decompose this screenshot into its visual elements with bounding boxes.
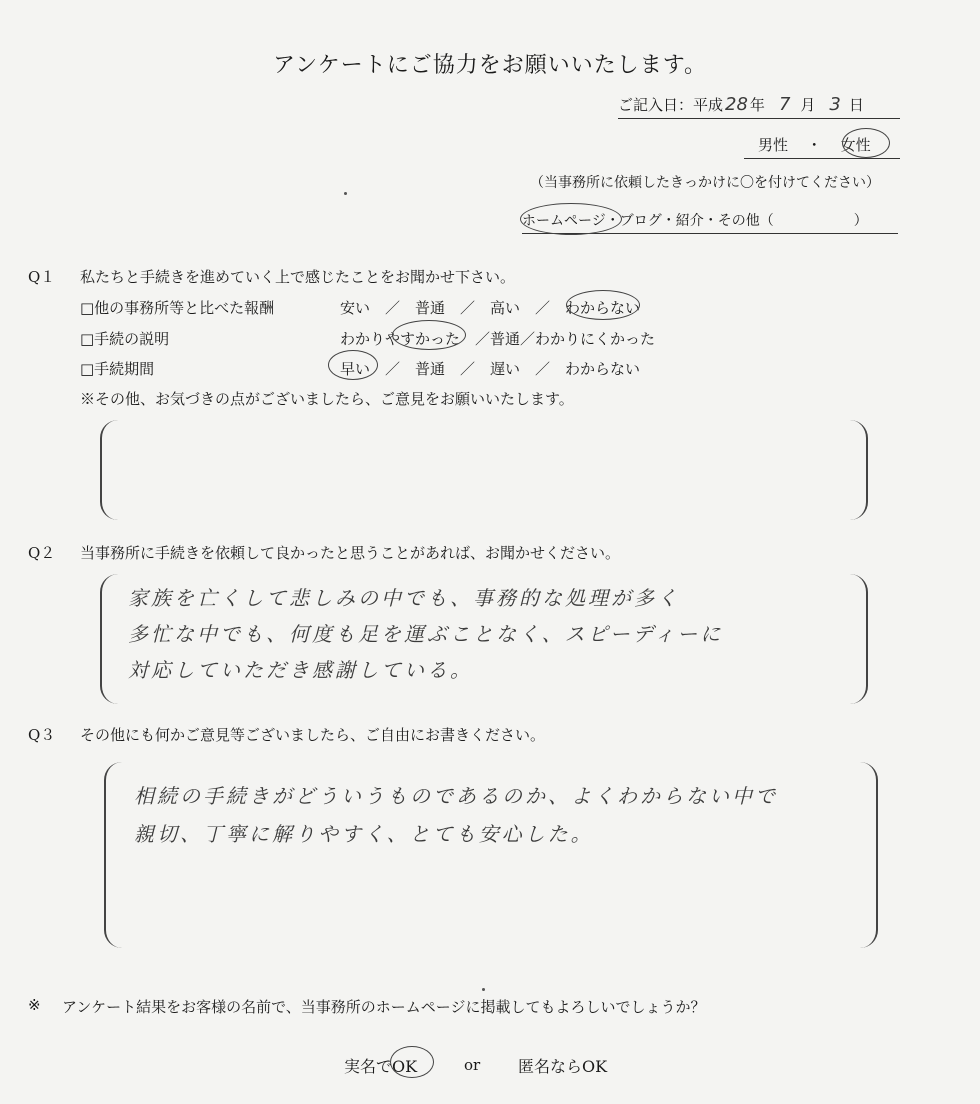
q1-item-period-choices: 早い ／ 普通 ／ 遅い ／ わからない [340,360,641,378]
q2-answer-line-3: 対応していただき感謝している。 [128,658,473,682]
date-year-unit: 年 [749,96,765,114]
q2-answer-box[interactable] [100,574,868,704]
q3-answer-box[interactable] [104,762,878,948]
q1-item-explanation: □手続の説明 [80,330,170,348]
q1-note: ※その他、お気づきの点がございましたら、ご意見をお願いいたします。 [80,390,574,408]
trigger-instruction: （当事務所に依頼したきっかけに〇を付けてください） [530,175,880,191]
consent-question: アンケート結果をお客様の名前で、当事務所のホームページに掲載してもよろしいでしょうか？ [62,998,706,1016]
q1-label: Q１ [28,268,56,286]
q2-label: Q２ [28,544,56,562]
q1-item-explanation-choices: わかりやすかった ／普通／わかりにくかった [340,330,656,348]
consent-or: or [464,1056,481,1074]
gender-separator: ・ [806,136,822,154]
date-day: 3 [829,94,841,115]
trigger-options [522,210,898,234]
q1-item-period: □手続期間 [80,360,155,378]
date-label: ご記入日：平成 [618,96,724,114]
q1-comment-box[interactable] [100,420,868,520]
date-line [618,94,900,119]
gender-male: 男性 [758,136,789,154]
speck [482,988,485,991]
gender-line [744,134,900,159]
consent-option-anonymous[interactable]: 匿名ならOK [518,1057,608,1076]
date-day-unit: 日 [848,96,864,114]
date-month: 7 [778,94,791,115]
q1-question: 私たちと手続きを進めていく上で感じたことをお聞かせ下さい。 [80,268,516,286]
speck [344,192,347,195]
date-month-unit: 月 [800,96,816,114]
q3-answer-line-2: 親切、丁寧に解りやすく、とても安心した。 [134,822,594,846]
consent-option-real-name[interactable]: 実名でOK [344,1057,418,1076]
q3-question: その他にも何かご意見等ございましたら、ご自由にお書きください。 [80,726,546,744]
trigger-option-homepage: ホームページ [522,213,606,229]
consent-mark: ※ [28,996,41,1014]
q3-label: Q３ [28,726,56,744]
q2-question: 当事務所に手続きを依頼して良かったと思うことがあれば、お聞かせください。 [80,544,621,562]
gender-female: 女性 [840,136,871,154]
q3-answer-line-1: 相続の手続きがどういうものであるのか、よくわからない中で [134,784,778,808]
page-title: アンケートにご協力をお願いいたします。 [273,53,707,78]
q2-answer-line-1: 家族を亡くして悲しみの中でも、事務的な処理が多く [128,586,680,610]
q1-item-fee: □他の事務所等と比べた報酬 [80,299,275,317]
trigger-option-others: ・ブログ・紹介・その他（ [605,213,774,229]
trigger-option-close: ） [853,213,868,229]
q2-answer-line-2: 多忙な中でも、何度も足を運ぶことなく、スピーディーに [128,622,724,646]
q1-item-fee-choices: 安い ／ 普通 ／ 高い ／ わからない [340,299,641,317]
date-year: 28 [725,94,748,115]
